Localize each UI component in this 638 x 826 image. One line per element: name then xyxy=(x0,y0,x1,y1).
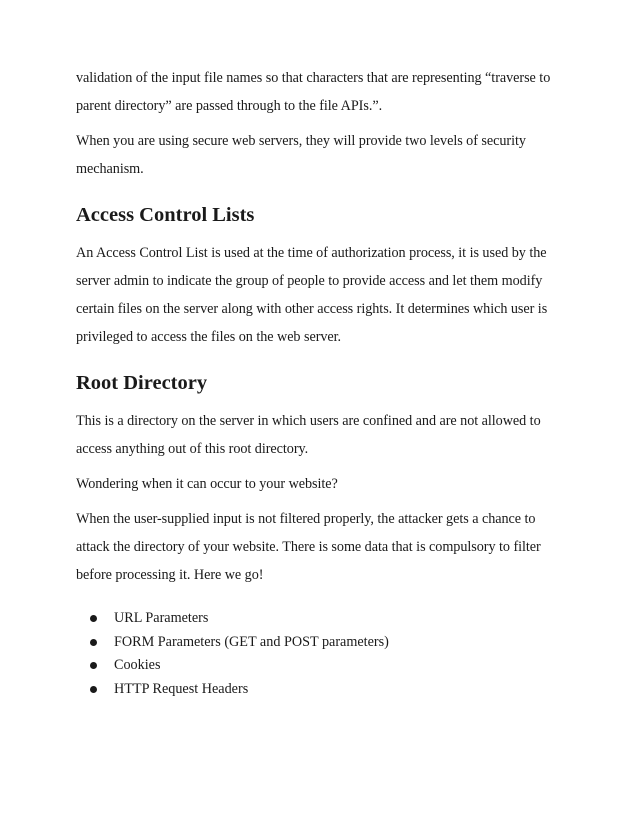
list-item xyxy=(90,654,566,678)
bullet-icon xyxy=(90,686,97,693)
list-item xyxy=(90,631,566,655)
paragraph-acl: An Access Control List is used at the time of authorization process, it is used by the server admin to indicate the group of people to provide access and let them modify certain files on the server along with other access rights. It determines which user is privileged to access the files on the web server. xyxy=(76,245,548,345)
paragraph-wondering: Wondering when it can occur to your website? xyxy=(76,476,338,492)
heading-root-directory: Root Directory xyxy=(76,372,208,394)
bullet-icon xyxy=(90,639,97,646)
paragraph-traverse: validation of the input file names so that characters that are representing “traverse to parent directory” are passed through to the file APIs.”. xyxy=(76,70,551,114)
list-item xyxy=(90,607,566,631)
list-item xyxy=(90,678,566,702)
list-item-text: HTTP Request Headers xyxy=(114,680,249,697)
list-item-text: FORM Parameters (GET and POST parameters) xyxy=(114,633,389,650)
bullet-icon xyxy=(90,615,97,622)
bullet-list xyxy=(76,607,566,701)
list-item-text: Cookies xyxy=(114,657,161,673)
paragraph-root-directory: This is a directory on the server in which users are confined and are not allowed to access anything out of this root directory. xyxy=(76,413,541,457)
paragraph-secure-servers: When you are using secure web servers, they will provide two levels of security mechanism. xyxy=(76,133,526,177)
list-item-text: URL Parameters xyxy=(114,610,209,626)
paragraph-user-input: When the user-supplied input is not filtered properly, the attacker gets a chance to attack the directory of your website. There is some data that is compulsory to filter before processing it. Here we go! xyxy=(76,511,541,583)
bullet-icon xyxy=(90,662,97,669)
document-page xyxy=(76,64,566,701)
heading-access-control-lists: Access Control Lists xyxy=(76,204,255,226)
